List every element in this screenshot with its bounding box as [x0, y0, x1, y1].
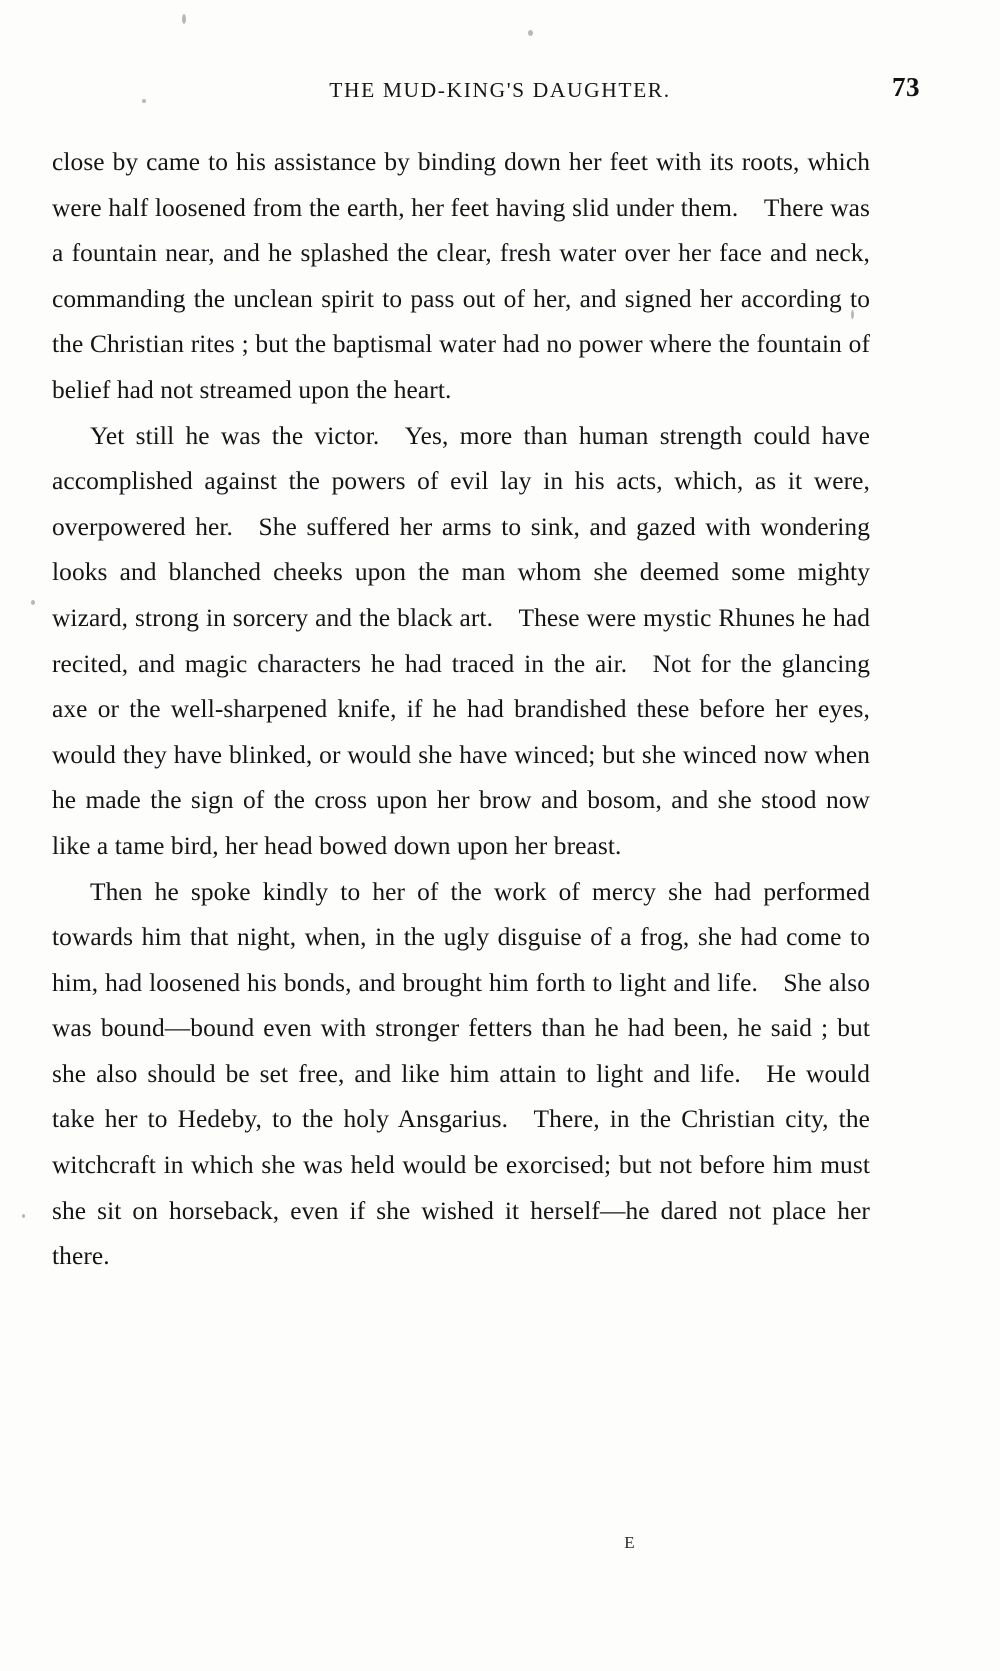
- paragraph: Yet still he was the victor. Yes, more than human strength could have accomplished against the powers of evil lay in his acts, which, as it were, overpowered her. She suffered her arms to sink, and gazed with wondering looks and blanched cheeks upon the man whom she deemed some mighty wizard, strong in sorcery and the black art. These were mystic Rhunes he had recited, and magic characters he had traced in the air. Not for the glancing axe or the well-sharpened knife, if he had brandished these before her eyes, would they have blinked, or would she have winced; but she winced now when he made the sign of the cross upon her brow and bosom, and she stood now like a tame bird, her head bowed down upon her breast.: [52, 421, 870, 860]
- scan-speck: [182, 14, 186, 24]
- paragraph: close by came to his assistance by binding down her feet with its roots, which were half loosened from the earth, her feet having slid under them. There was a fountain near, and he splashed the clear, fresh water over her face and neck, commanding the unclean spirit to pass out of her, and signed her according to the Christian rites ; but the baptismal water had no power where the fountain of belief had not streamed upon the heart.: [52, 148, 870, 404]
- scan-speck: [528, 30, 533, 36]
- running-head-title: THE MUD-KING'S DAUGHTER.: [329, 78, 671, 102]
- signature-mark-container: [0, 1533, 1000, 1553]
- scan-speck: [31, 600, 35, 605]
- page-number: 73: [892, 72, 920, 102]
- signature-mark: E: [624, 1533, 636, 1552]
- running-head: [0, 78, 1000, 103]
- scan-speck: [22, 1214, 25, 1218]
- paragraph: Then he spoke kindly to her of the work of mercy she had performed towards him that night, when, in the ugly disguise of a frog, she had come to him, had loosened his bonds, and brought him forth to light and life. She also was bound—bound even with stronger fetters than he had been, he said ; but she also should be set free, and like him attain to light and life. He would take her to Hedeby, to the holy Ansgarius. There, in the Christian city, the witchcraft in which she was held would be exorcised; but not before him must she sit on horseback, even if she wished it herself—he dared not place her there.: [52, 877, 870, 1271]
- text-block: [52, 140, 870, 1280]
